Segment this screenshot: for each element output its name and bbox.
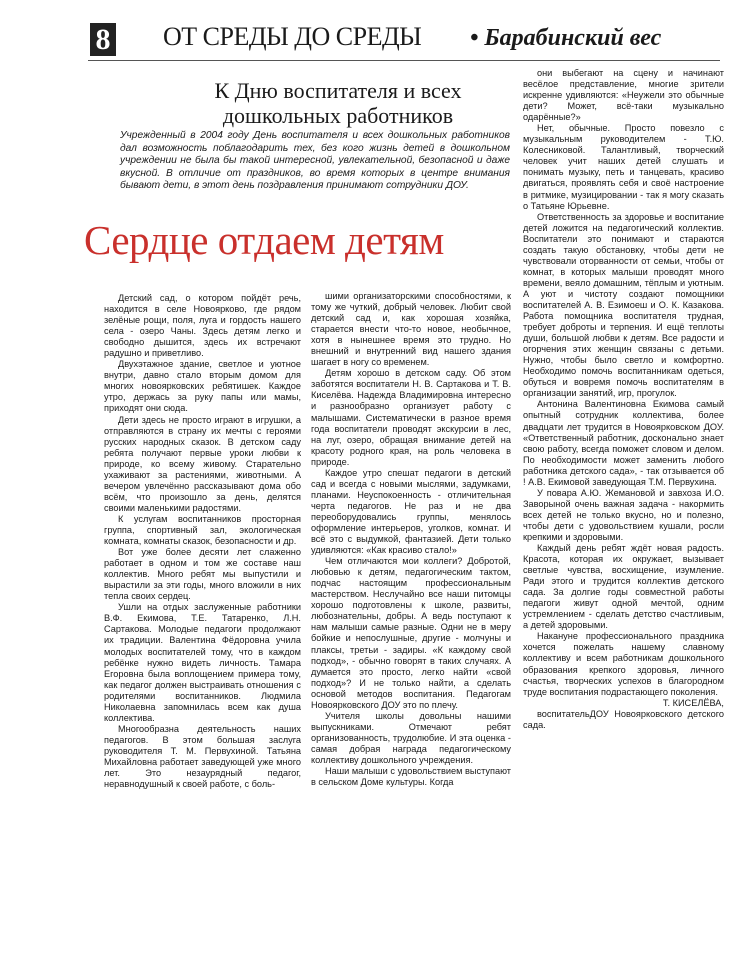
- paragraph: Ответственность за здоровье и воспитание детей ложится на педагогический коллектив. Воспитатели это понимают и стараются создать такую обстановку, чтобы дети не чувствовали оторванности от семьи, чтобы от комнат, в которых малыши проводят много времени, веяло домашним, тёплым и уютным. А уют и чистоту создают помощники воспитателей А. В. Езимоеш и О. К. Казакова. Работа помощника воспитателя трудная, требует доброты и терпения. И ещё теплоты души, большой любви к детям. Все радости и огорчения этих женщин связаны с детьми. Нужно, чтобы было светло и комфортно. Необходимо помочь воспитанникам одеться, обуться и вовремя помочь воспитателям в организации занятий, игр, прогулок.: [523, 211, 724, 399]
- paragraph: Учителя школы довольны нашими выпускниками. Отмечают ребят организованность, трудолюбие. И эта оценка - самая добрая награда педагогическому коллективу дошкольного учреждения.: [311, 710, 511, 765]
- column-3: [523, 68, 724, 731]
- paragraph: У повара А.Ю. Жемановой и завхоза И.О. Заворыной очень важная задача - накормить всех детей не только вкусно, но и полезно, чтобы дети с удовольствием кушали, росли крепкими и здоровыми.: [523, 487, 724, 542]
- paragraph: Каждое утро спешат педагоги в детский сад и всегда с новыми мыслями, задумками, планами. Неуспокоенность - отличительная черта педагогов. Не раз и не два переоборудовались группы, менялось оформление интерьеров, уголков, комнат. И всё это с выдумкой, фантазией. Дети только удивляются: «Как красиво стало!»: [311, 467, 511, 556]
- paragraph: Каждый день ребят ждёт новая радость. Красота, которая их окружает, вызывает светлые чувства, восхищение, изумление. Ради этого и трудится коллектив детского сада. За долгие годы совместной работы педагоги живут одной мечтой, одним устремлением - сделать детство счастливым, а детей здоровыми.: [523, 543, 724, 631]
- paragraph: Наши малыши с удовольствием выступают в сельском Доме культуры. Когда: [311, 766, 511, 788]
- article-intro: Учрежденный в 2004 году День воспитателя и всех дошкольных работников дал возможность поблагодарить тех, без кого жизнь детей в дошкольном учреждении не была бы такой интересной, увлекательной, безопасной и даже вкусной. В отличие от праздников, во время которых в центре внимания бывают дети, в этот день поздравления принимают сотрудники ДОУ.: [120, 130, 510, 191]
- newspaper-name: • Барабинский вес: [470, 25, 662, 51]
- paragraph: Вот уже более десяти лет слаженно работает в одном и том же составе наш коллектив. Много ребят мы выпустили и вырастили за эти годы, много вложили в них тепла своих сердец.: [104, 547, 301, 602]
- paragraph: Чем отличаются мои коллеги? Добротой, любовью к детям, педагогическим тактом, подчас настоящим профессиональным мастерством. Неслучайно все наши питомцы хорошо подготовлены к школе, развиты, любознательны, добры. А ведь поступают к нам малыши самые разные. Одни не в меру бойкие и непослушные, другие - молчуны и плаксы, третьи - задиры. «К каждому свой подход», - обычно говорят в таких случаях. А думается это просто, легко найти «свой подход»? И не только найти, а сделать основой методов воспитания. Педагогам Новоярковского ДОУ это по плечу.: [311, 556, 511, 710]
- article-headline: К Дню воспитателя и всех дошкольных работников: [214, 78, 462, 128]
- paragraph: они выбегают на сцену и начинают весёлое представление, многие зрители искренне удивляются: «Неужели это обычные дети? Может, всё-таки музыкально одарённые?»: [523, 68, 724, 123]
- author-role: воспитательДОУ Новоярковского детского сада.: [523, 708, 724, 730]
- paragraph: Ушли на отдых заслуженные работники В.Ф. Екимова, Т.Е. Татаренко, Л.Н. Сартакова. Молодые педагоги продолжают их традиции. Валентина Фёдоровна учила молодых воспитателей тому, что в каждом ребёнке нужно видеть личность. Тамара Егоровна была воплощением примера тому, как педагог должен выстраивать отношения с родителями воспитанников. Людмила Николаевна запомнилась всем как душа коллектива.: [104, 602, 301, 723]
- article-title: Сердце отдаем детям: [84, 217, 444, 263]
- page-number: 8: [90, 23, 116, 56]
- column-1: [104, 293, 301, 790]
- paragraph: К услугам воспитанников просторная группа, спортивный зал, экологическая комната, комнаты сказок, безопасности и др.: [104, 513, 301, 547]
- paragraph: Нет, обычные. Просто повезло с музыкальным руководителем - Т.Ю. Колесниковой. Талантливый, творческий человек учит наших детей слушать и понимать музыку, петь и танцевать, красиво двигаться, проявлять себя и своё настроение в ритмике, музицировании - так я могу сказать о Татьяне Юрьевне.: [523, 123, 724, 211]
- paragraph: Многообразна деятельность наших педагогов. В этом большая заслуга руководителя Т. М. Первухиной. Татьяна Михайловна работает заведующей уже много лет. Это незаурядный педагог, неравнодушный к своей работе, с боль-: [104, 723, 301, 790]
- paragraph: Дети здесь не просто играют в игрушки, а отправляются в страну их мечты с героями русских народных сказок. В детском саду ребята получают первые уроки любви к природе, ко всему живому. Старательно ухаживают за растениями, животными. А вечером увлечённо рассказывают дома обо всём, что произошло за день, делятся своими маленькими радостями.: [104, 414, 301, 513]
- paragraph: Детям хорошо в детском саду. Об этом заботятся воспитатели Н. В. Сартакова и Т. В. Киселёва. Надежда Владимировна интересно и разнообразно организует работу с малышами. Систематически в разное время года воспитатели проводят экскурсии в лес, на луг, озеро, обращая внимание детей на красоту родного края, на роль человека в природе.: [311, 368, 511, 467]
- author-signature: Т. КИСЕЛЁВА,: [662, 697, 724, 708]
- column-2: [311, 291, 511, 788]
- header-rule: [88, 60, 720, 61]
- paragraph: Детский сад, о котором пойдёт речь, находится в селе Новоярково, где рядом зелёные рощи, поля, луга и гордость нашего села - озеро Чаны. Здесь детям легко и свободно дышится, здесь их встречают радушно и приветливо.: [104, 293, 301, 359]
- paragraph: Накануне профессионального праздника хочется пожелать нашему славному коллективу и всем работникам дошкольного образования крепкого здоровья, личного счастья, творческих успехов в благородном труде воспитания подрастающего поколения.: [523, 631, 724, 697]
- paragraph: Двухэтажное здание, светлое и уютное внутри, давно стало вторым домом для многих новоярковских ребятишек. Каждое утро, держась за руку папы или мамы, приходят они сюда.: [104, 359, 301, 414]
- paragraph: шими организаторскими способностями, к тому же чуткий, добрый человек. Любит свой детский сад и, как хорошая хозяйка, старается внести что-то новое, необычное, хотя в нынешнее время это трудно. Но внешний и внутренний вид нашего здания шагает в ногу со временем.: [311, 291, 511, 368]
- section-title: ОТ СРЕДЫ ДО СРЕДЫ: [163, 22, 422, 51]
- paragraph: Антонина Валентиновна Екимова самый опытный сотрудник коллектива, более двадцати лет трудится в Новоярковском ДОУ. «Ответственный работник, досконально знает свою работу, всегда поможет словом и делом. По необходимости может заменить любого работника детского сада», - так отзывается об ! А.В. Екимовой заведующая Т.М. Первухина.: [523, 399, 724, 487]
